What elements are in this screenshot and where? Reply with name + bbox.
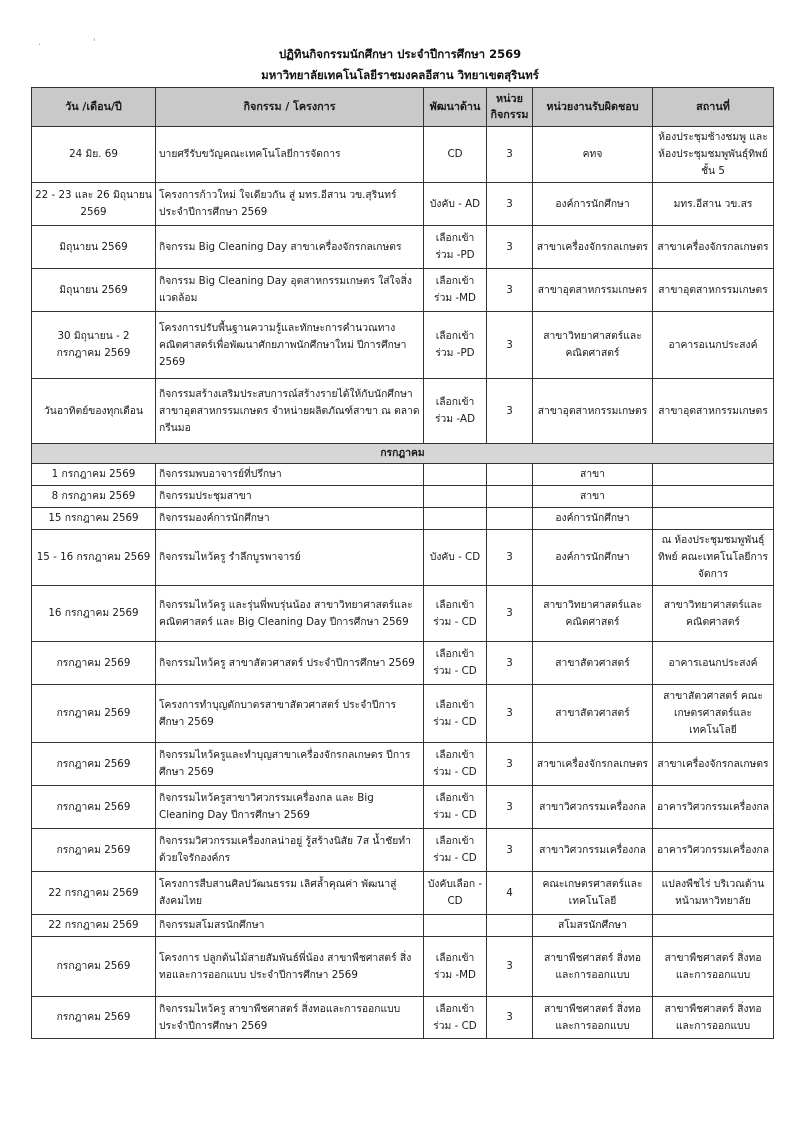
cell-place: ห้องประชุมช้างชมพู และห้องประชุมชมพูพันธุ์ทิพย์ ชั้น 5 bbox=[653, 127, 774, 183]
cell-development: เลือกเข้าร่วม - CD bbox=[424, 642, 487, 685]
cell-activity-unit: 3 bbox=[487, 379, 533, 444]
table-row bbox=[32, 379, 774, 444]
cell-date: กรกฎาคม 2569 bbox=[32, 743, 156, 786]
table-row bbox=[32, 829, 774, 872]
cell-activity-unit: 3 bbox=[487, 226, 533, 269]
column-header-activity-unit: หน่วยกิจกรรม bbox=[487, 88, 533, 127]
cell-activity: กิจกรรมประชุมสาขา bbox=[156, 486, 424, 508]
cell-responsible: คณะเกษตรศาสตร์และเทคโนโลยี bbox=[533, 872, 653, 915]
table-row bbox=[32, 530, 774, 586]
cell-activity: โครงการสืบสานศิลปวัฒนธรรม เลิศล้ำคุณค่า พัฒนาสู่สังคมไทย bbox=[156, 872, 424, 915]
cell-place: ณ ห้องประชุมชมพูพันธุ์ทิพย์ คณะเทคโนโลยีการจัดการ bbox=[653, 530, 774, 586]
cell-place bbox=[653, 486, 774, 508]
cell-responsible: สาขา bbox=[533, 464, 653, 486]
cell-activity-unit: 3 bbox=[487, 586, 533, 642]
activity-table bbox=[31, 87, 774, 1039]
cell-date: 16 กรกฎาคม 2569 bbox=[32, 586, 156, 642]
cell-activity: โครงการ ปลูกต้นไม้สายสัมพันธ์พี่น้อง สาขาพืชศาสตร์ สิ่งทอและการออกแบบ ประจำปีการศึกษา 2569 bbox=[156, 937, 424, 997]
scan-speck: · bbox=[38, 40, 42, 51]
cell-responsible: องค์การนักศึกษา bbox=[533, 508, 653, 530]
cell-activity: กิจกรรม Big Cleaning Day อุตสาหกรรมเกษตร ใส่ใจสิ่งแวดล้อม bbox=[156, 269, 424, 312]
june-rows bbox=[32, 127, 774, 444]
cell-date: 15 กรกฎาคม 2569 bbox=[32, 508, 156, 530]
cell-development: เลือกเข้าร่วม -AD bbox=[424, 379, 487, 444]
cell-date: 8 กรกฎาคม 2569 bbox=[32, 486, 156, 508]
cell-development: เลือกเข้าร่วม - CD bbox=[424, 829, 487, 872]
cell-activity: กิจกรรมองค์การนักศึกษา bbox=[156, 508, 424, 530]
cell-development bbox=[424, 486, 487, 508]
cell-responsible: สโมสรนักศึกษา bbox=[533, 915, 653, 937]
cell-place: อาคารเอนกประสงค์ bbox=[653, 642, 774, 685]
cell-development: เลือกเข้าร่วม - CD bbox=[424, 743, 487, 786]
cell-activity-unit bbox=[487, 486, 533, 508]
cell-responsible: สาขาวิทยาศาสตร์และคณิตศาสตร์ bbox=[533, 586, 653, 642]
cell-activity-unit: 3 bbox=[487, 786, 533, 829]
cell-date: มิถุนายน 2569 bbox=[32, 226, 156, 269]
table-row bbox=[32, 486, 774, 508]
cell-date: กรกฎาคม 2569 bbox=[32, 937, 156, 997]
cell-responsible: สาขาวิศวกรรมเครื่องกล bbox=[533, 829, 653, 872]
cell-place bbox=[653, 508, 774, 530]
cell-activity-unit bbox=[487, 464, 533, 486]
cell-activity: กิจกรรม Big Cleaning Day สาขาเครื่องจักรกลเกษตร bbox=[156, 226, 424, 269]
table-header-row bbox=[32, 88, 774, 127]
cell-development: เลือกเข้าร่วม - CD bbox=[424, 997, 487, 1039]
cell-development: บังคับ - CD bbox=[424, 530, 487, 586]
cell-place: สาขาพืชศาสตร์ สิ่งทอและการออกแบบ bbox=[653, 937, 774, 997]
table-row bbox=[32, 464, 774, 486]
cell-development: เลือกเข้าร่วม -MD bbox=[424, 269, 487, 312]
cell-responsible: สาขาวิศวกรรมเครื่องกล bbox=[533, 786, 653, 829]
cell-date: กรกฎาคม 2569 bbox=[32, 642, 156, 685]
table-row bbox=[32, 642, 774, 685]
table-row bbox=[32, 937, 774, 997]
cell-responsible: สาขาอุตสาหกรรมเกษตร bbox=[533, 379, 653, 444]
column-header-activity: กิจกรรม / โครงการ bbox=[156, 88, 424, 127]
cell-activity-unit: 3 bbox=[487, 743, 533, 786]
table-row bbox=[32, 127, 774, 183]
cell-place: สาขาอุตสาหกรรมเกษตร bbox=[653, 379, 774, 444]
cell-activity-unit: 3 bbox=[487, 685, 533, 743]
cell-responsible: สาขาเครื่องจักรกลเกษตร bbox=[533, 743, 653, 786]
cell-activity: บายศรีรับขวัญคณะเทคโนโลยีการจัดการ bbox=[156, 127, 424, 183]
cell-date: 30 มิถุนายน - 2 กรกฎาคม 2569 bbox=[32, 312, 156, 379]
cell-place: สาขาพืชศาสตร์ สิ่งทอและการออกแบบ bbox=[653, 997, 774, 1039]
cell-responsible: สาขาสัตวศาสตร์ bbox=[533, 685, 653, 743]
cell-activity: กิจกรรมไหว้ครู รำลึกบูรพาจารย์ bbox=[156, 530, 424, 586]
column-header-development: พัฒนาด้าน bbox=[424, 88, 487, 127]
cell-responsible: คทจ bbox=[533, 127, 653, 183]
cell-responsible: สาขาพืชศาสตร์ สิ่งทอและการออกแบบ bbox=[533, 937, 653, 997]
cell-activity-unit: 3 bbox=[487, 997, 533, 1039]
cell-place: อาคารวิศวกรรมเครื่องกล bbox=[653, 786, 774, 829]
cell-place: อาคารอเนกประสงค์ bbox=[653, 312, 774, 379]
cell-date: กรกฎาคม 2569 bbox=[32, 786, 156, 829]
cell-activity: กิจกรรมไหว้ครู สาขาพืชศาสตร์ สิ่งทอและการออกแบบ ประจำปีการศึกษา 2569 bbox=[156, 997, 424, 1039]
cell-development bbox=[424, 915, 487, 937]
cell-activity: โครงการปรับพื้นฐานความรู้และทักษะการคำนวณทางคณิตศาสตร์เพื่อพัฒนาศักยภาพนักศึกษาใหม่ ปีการศึกษา 2569 bbox=[156, 312, 424, 379]
cell-activity-unit: 3 bbox=[487, 829, 533, 872]
column-header-date: วัน /เดือน/ปี bbox=[32, 88, 156, 127]
cell-date: 24 มิย. 69 bbox=[32, 127, 156, 183]
cell-place: สาขาอุตสาหกรรมเกษตร bbox=[653, 269, 774, 312]
cell-activity: กิจกรรมพบอาจารย์ที่ปรึกษา bbox=[156, 464, 424, 486]
table-row bbox=[32, 183, 774, 226]
cell-development: CD bbox=[424, 127, 487, 183]
table-row bbox=[32, 872, 774, 915]
cell-activity-unit bbox=[487, 508, 533, 530]
cell-date: มิถุนายน 2569 bbox=[32, 269, 156, 312]
cell-activity-unit: 3 bbox=[487, 642, 533, 685]
cell-activity: กิจกรรมไหว้ครู และรุ่นพี่พบรุ่นน้อง สาขาวิทยาศาสตร์และคณิตศาสตร์ และ Big Cleaning Day ปีการศึกษา 2569 bbox=[156, 586, 424, 642]
cell-date: วันอาทิตย์ของทุกเดือน bbox=[32, 379, 156, 444]
table-row bbox=[32, 226, 774, 269]
cell-place bbox=[653, 915, 774, 937]
cell-development: เลือกเข้าร่วม - CD bbox=[424, 786, 487, 829]
scan-speck: ' bbox=[93, 38, 96, 48]
cell-development: เลือกเข้าร่วม -PD bbox=[424, 226, 487, 269]
cell-activity: กิจกรรมไหว้ครู สาขาสัตวศาสตร์ ประจำปีการศึกษา 2569 bbox=[156, 642, 424, 685]
month-separator bbox=[32, 444, 774, 464]
july-rows bbox=[32, 464, 774, 1039]
cell-date: 1 กรกฎาคม 2569 bbox=[32, 464, 156, 486]
table-row bbox=[32, 997, 774, 1039]
cell-development bbox=[424, 508, 487, 530]
document-title: ปฏิทินกิจกรรมนักศึกษา ประจำปีการศึกษา 2569 bbox=[278, 47, 522, 61]
cell-place: อาคารวิศวกรรมเครื่องกล bbox=[653, 829, 774, 872]
cell-development: เลือกเข้าร่วม - CD bbox=[424, 586, 487, 642]
column-header-place: สถานที่ bbox=[653, 88, 774, 127]
cell-place: สาขาเครื่องจักรกลเกษตร bbox=[653, 226, 774, 269]
cell-date: 22 กรกฎาคม 2569 bbox=[32, 915, 156, 937]
cell-activity: โครงการทำบุญตักบาตรสาขาสัตวศาสตร์ ประจำปีการศึกษา 2569 bbox=[156, 685, 424, 743]
cell-development: บังคับเลือก - CD bbox=[424, 872, 487, 915]
cell-development: เลือกเข้าร่วม -MD bbox=[424, 937, 487, 997]
cell-responsible: สาขาเครื่องจักรกลเกษตร bbox=[533, 226, 653, 269]
cell-activity: กิจกรรมไหว้ครูสาขาวิศวกรรมเครื่องกล และ Big Cleaning Day ปีการศึกษา 2569 bbox=[156, 786, 424, 829]
cell-date: 22 กรกฎาคม 2569 bbox=[32, 872, 156, 915]
cell-date: กรกฎาคม 2569 bbox=[32, 829, 156, 872]
month-row-july bbox=[32, 444, 774, 464]
cell-activity-unit bbox=[487, 915, 533, 937]
cell-development: เลือกเข้าร่วม -PD bbox=[424, 312, 487, 379]
table-row bbox=[32, 269, 774, 312]
table-row bbox=[32, 915, 774, 937]
cell-development: บังคับ - AD bbox=[424, 183, 487, 226]
cell-date: กรกฎาคม 2569 bbox=[32, 685, 156, 743]
document-subtitle: มหาวิทยาลัยเทคโนโลยีราชมงคลอีสาน วิทยาเขตสุรินทร์ bbox=[261, 68, 539, 82]
cell-responsible: องค์การนักศึกษา bbox=[533, 530, 653, 586]
cell-place: สาขาวิทยาศาสตร์และคณิตศาสตร์ bbox=[653, 586, 774, 642]
table-row bbox=[32, 743, 774, 786]
cell-responsible: สาขาพืชศาสตร์ สิ่งทอและการออกแบบ bbox=[533, 997, 653, 1039]
cell-date: 15 - 16 กรกฎาคม 2569 bbox=[32, 530, 156, 586]
cell-place: สาขาสัตวศาสตร์ คณะเกษตรศาสตร์และเทคโนโลยี bbox=[653, 685, 774, 743]
cell-date: กรกฎาคม 2569 bbox=[32, 997, 156, 1039]
cell-activity: กิจกรรมสร้างเสริมประสบการณ์สร้างรายได้ให้กับนักศึกษาสาขาอุตสาหกรรมเกษตร จำหน่ายผลิตภัณฑ์สาขา ณ ตลาดกรีนมอ bbox=[156, 379, 424, 444]
cell-activity: กิจกรรมวิศวกรรมเครื่องกลน่าอยู่ รู้สร้างนิสัย 7ส น้ำชัยทำด้วยใจรักองค์กร bbox=[156, 829, 424, 872]
table-row bbox=[32, 685, 774, 743]
cell-development bbox=[424, 464, 487, 486]
month-label: กรกฎาคม bbox=[32, 444, 774, 464]
cell-activity-unit: 3 bbox=[487, 183, 533, 226]
cell-activity: โครงการก้าวใหม่ ใจเดียวกัน สู่ มทร.อีสาน วข.สุรินทร์ ประจำปีการศึกษา 2569 bbox=[156, 183, 424, 226]
table-row bbox=[32, 786, 774, 829]
table-row bbox=[32, 508, 774, 530]
cell-activity-unit: 3 bbox=[487, 530, 533, 586]
cell-activity: กิจกรรมสโมสรนักศึกษา bbox=[156, 915, 424, 937]
cell-place: มทร.อีสาน วข.สร bbox=[653, 183, 774, 226]
cell-activity-unit: 4 bbox=[487, 872, 533, 915]
cell-place: แปลงพืชไร่ บริเวณด้านหน้ามหาวิทยาลัย bbox=[653, 872, 774, 915]
cell-place bbox=[653, 464, 774, 486]
cell-development: เลือกเข้าร่วม - CD bbox=[424, 685, 487, 743]
cell-responsible: สาขาวิทยาศาสตร์และคณิตศาสตร์ bbox=[533, 312, 653, 379]
cell-date: 22 - 23 และ 26 มิถุนายน 2569 bbox=[32, 183, 156, 226]
cell-activity-unit: 3 bbox=[487, 937, 533, 997]
cell-activity-unit: 3 bbox=[487, 312, 533, 379]
cell-responsible: สาขาสัตวศาสตร์ bbox=[533, 642, 653, 685]
cell-place: สาขาเครื่องจักรกลเกษตร bbox=[653, 743, 774, 786]
cell-responsible: องค์การนักศึกษา bbox=[533, 183, 653, 226]
cell-responsible: สาขาอุตสาหกรรมเกษตร bbox=[533, 269, 653, 312]
cell-activity-unit: 3 bbox=[487, 269, 533, 312]
table-row bbox=[32, 312, 774, 379]
table-row bbox=[32, 586, 774, 642]
cell-activity: กิจกรรมไหว้ครูและทำบุญสาขาเครื่องจักรกลเกษตร ปีการศึกษา 2569 bbox=[156, 743, 424, 786]
column-header-responsible: หน่วยงานรับผิดชอบ bbox=[533, 88, 653, 127]
cell-responsible: สาขา bbox=[533, 486, 653, 508]
cell-activity-unit: 3 bbox=[487, 127, 533, 183]
